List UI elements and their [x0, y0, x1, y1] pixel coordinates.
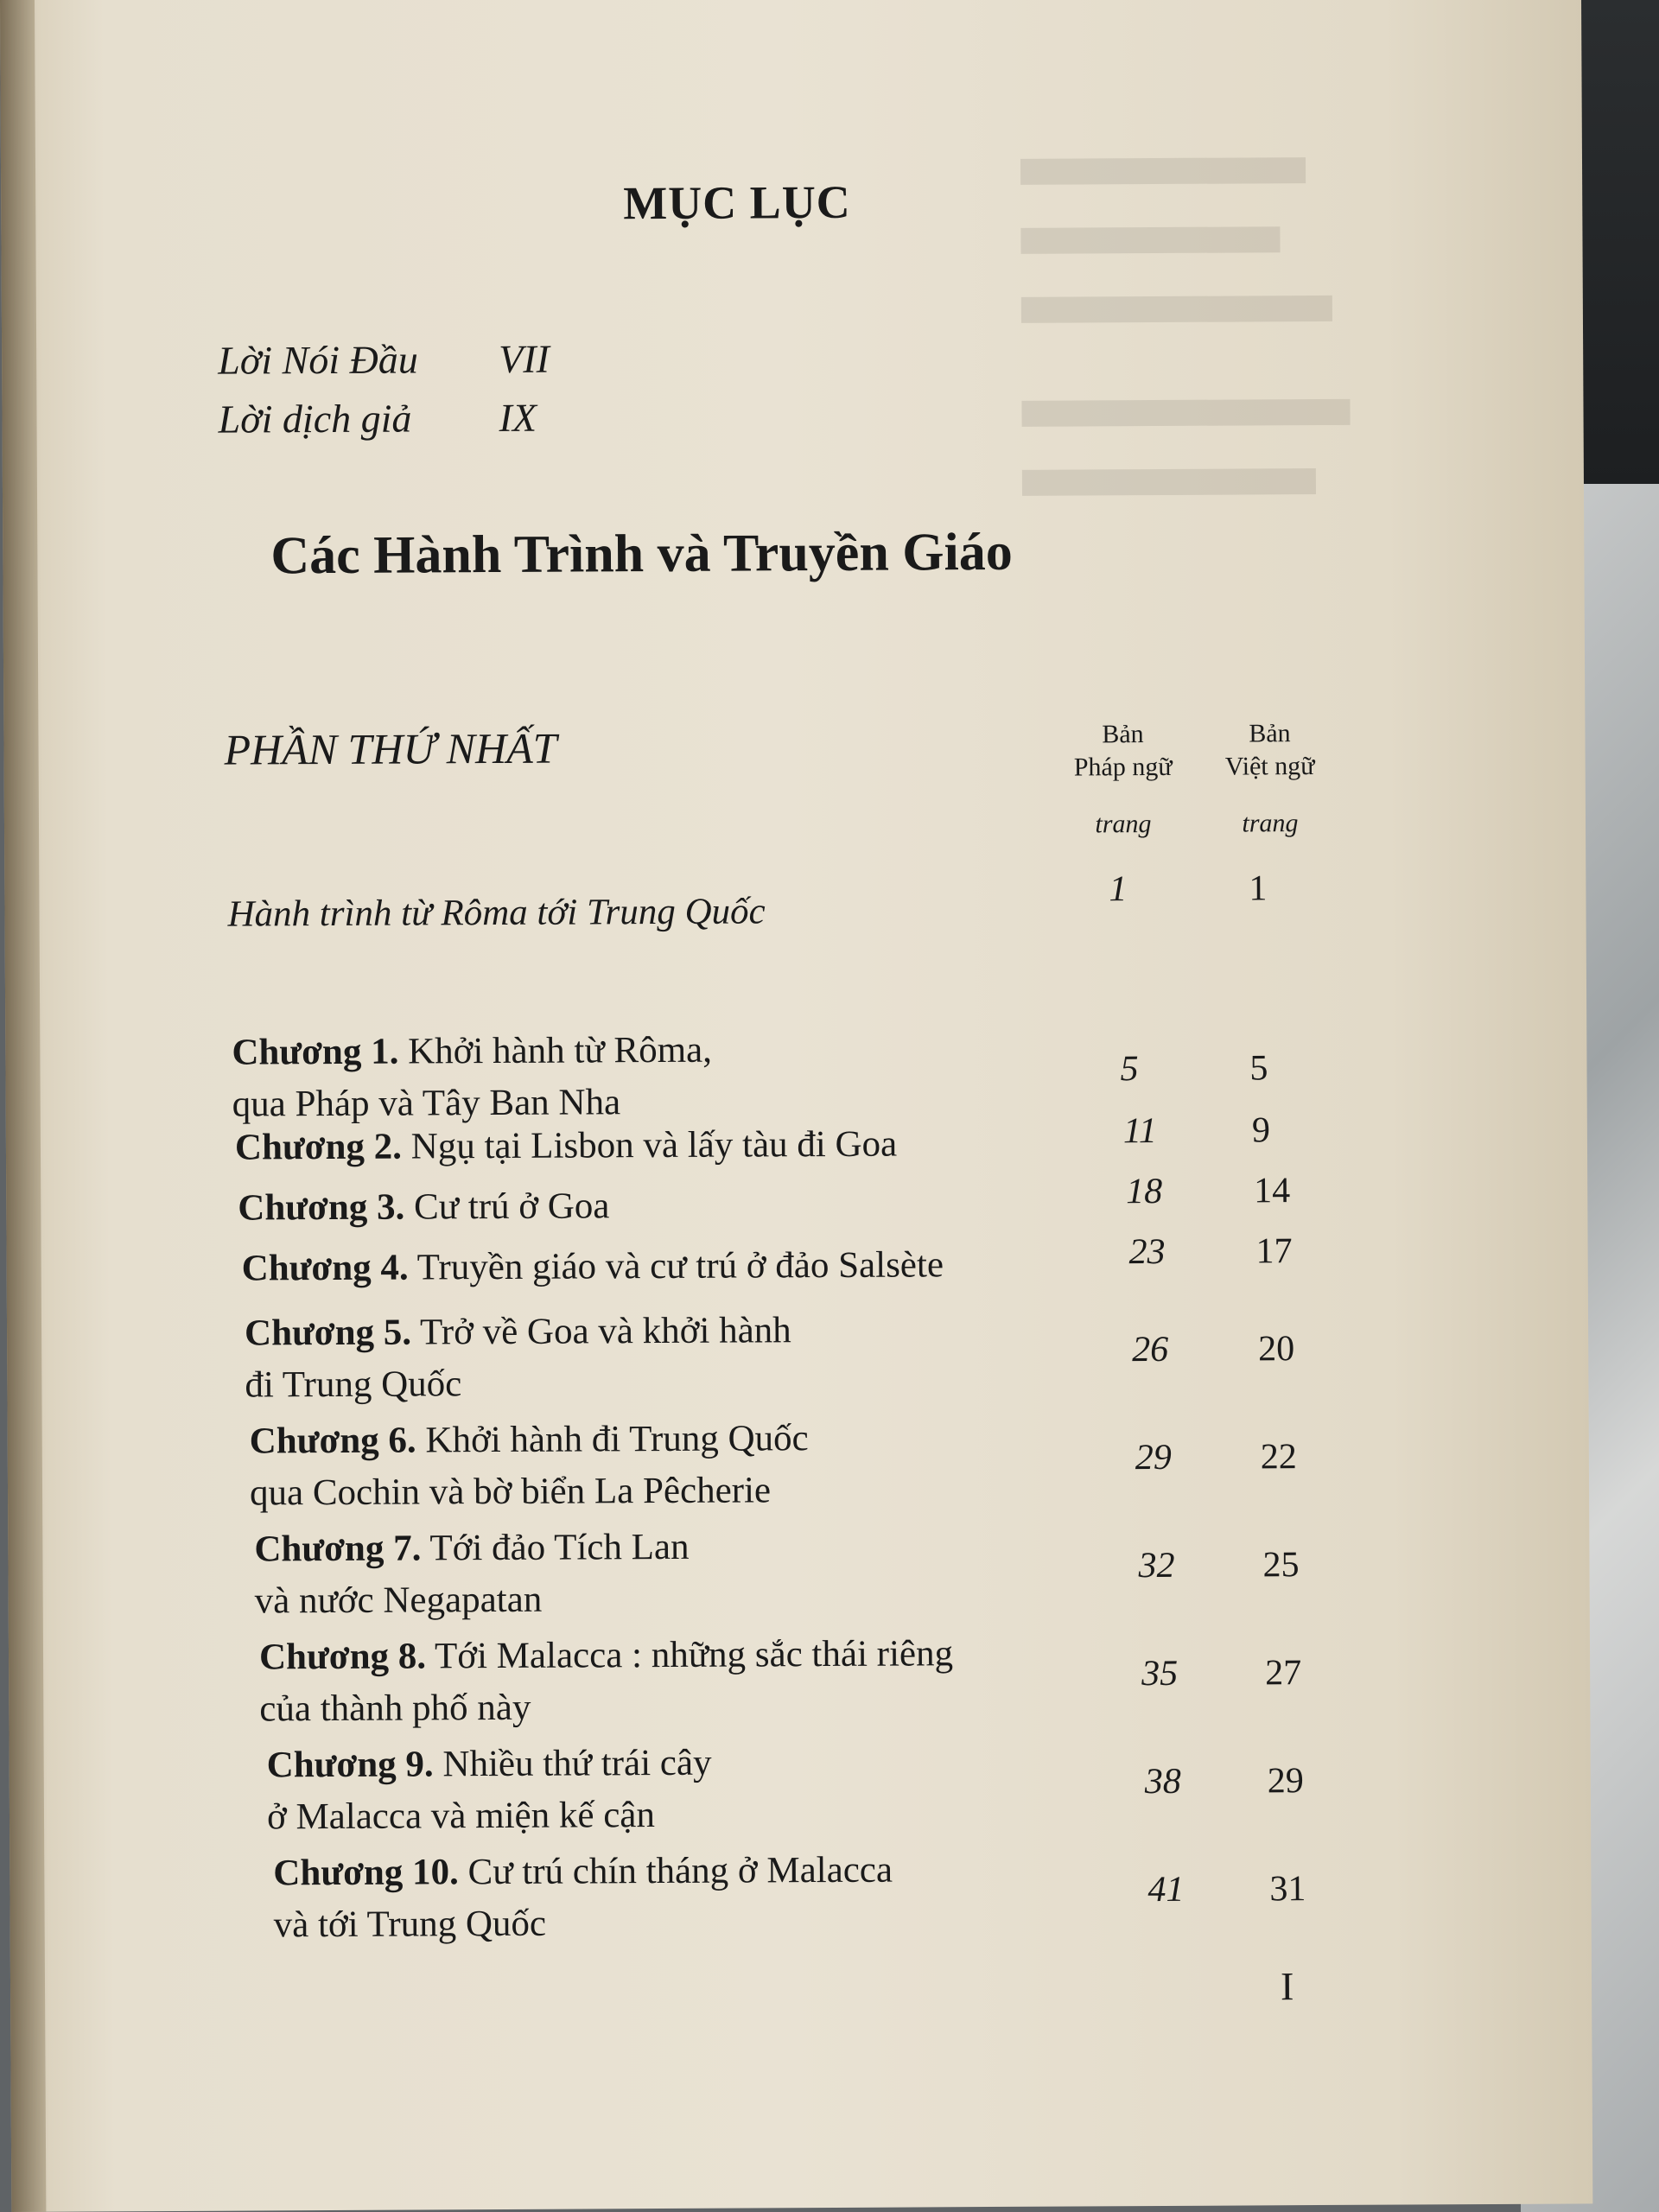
page-number-french: 29: [1135, 1437, 1172, 1478]
chapter-title-line: và tới Trung Quốc: [273, 1903, 547, 1946]
chapter-entry-title: [238, 1180, 609, 1234]
chapter-number: Chương 2.: [234, 1126, 403, 1168]
page-number-french: 5: [1120, 1049, 1139, 1090]
chapter-title-line: ở Malacca và miện kế cận: [266, 1795, 656, 1838]
page-number-french: 18: [1126, 1171, 1163, 1212]
chapter-number: Chương 9.: [266, 1744, 434, 1786]
show-through-line: [1021, 399, 1350, 427]
page-number-vietnamese: 22: [1260, 1437, 1297, 1478]
page-gutter: [0, 0, 46, 2212]
page-number-vietnamese: 1: [1249, 868, 1268, 909]
chapter-title-line: qua Cochin và bờ biển La Pêcherie: [249, 1470, 772, 1514]
chapter-title-line: Cư trú chín tháng ở Malacca: [467, 1849, 893, 1893]
chapter-title-line: Tới Malacca : những sắc thái riêng: [434, 1633, 954, 1677]
column-header-unit: trang: [1242, 809, 1299, 838]
preface-page: VII: [499, 336, 550, 381]
chapter-entry-title: [267, 1738, 712, 1844]
page-number-vietnamese: 17: [1255, 1231, 1293, 1272]
intro-entry-title: Hành trình từ Rôma tới Trung Quốc: [227, 891, 766, 935]
page-number-vietnamese: 9: [1251, 1110, 1270, 1151]
chapter-number: Chương 5.: [244, 1312, 412, 1354]
chapter-title-line: Cư trú ở Goa: [413, 1185, 610, 1228]
chapter-number: Chương 7.: [254, 1528, 422, 1570]
chapter-title-line: của thành phố này: [259, 1687, 531, 1730]
chapter-title-line: Khởi hành từ Rôma,: [408, 1029, 713, 1072]
page-title: MỤC LỤC: [623, 175, 851, 230]
chapter-entry-title: [254, 1522, 690, 1628]
chapter-title-line: và nước Negapatan: [254, 1579, 543, 1622]
page-number-french: 41: [1147, 1869, 1185, 1910]
chapter-title-line: Ngụ tại Lisbon và lấy tàu đi Goa: [410, 1123, 898, 1167]
show-through-line: [1022, 468, 1316, 496]
page-number-vietnamese: 20: [1258, 1329, 1295, 1370]
chapter-entry-title: [232, 1025, 712, 1131]
show-through-line: [1020, 226, 1280, 254]
chapter-title-line: Trở về Goa và khởi hành: [419, 1310, 791, 1353]
chapter-number: Chương 4.: [241, 1247, 409, 1289]
chapter-number: Chương 1.: [232, 1031, 399, 1073]
column-header-french: [1053, 718, 1192, 842]
page-number-vietnamese: 5: [1249, 1048, 1268, 1089]
page-number-french: 38: [1144, 1761, 1181, 1802]
column-header-line: Bản: [1102, 720, 1144, 749]
chapter-entry-title: [245, 1305, 791, 1411]
page-number-french: 23: [1128, 1231, 1166, 1273]
page-number-french: 26: [1132, 1329, 1169, 1370]
chapter-number: Chương 8.: [258, 1636, 427, 1678]
column-header-line: Việt ngữ: [1224, 752, 1315, 781]
page-folio: I: [1280, 1964, 1294, 2009]
column-header-line: Bản: [1249, 719, 1291, 748]
chapter-title-line: Truyền giáo và cư trú ở đảo Salsète: [416, 1244, 944, 1288]
chapter-entry-title: [273, 1845, 893, 1952]
chapter-entry-title: [242, 1239, 944, 1294]
page-number-vietnamese: 14: [1254, 1171, 1291, 1211]
page-number-vietnamese: 29: [1267, 1761, 1304, 1802]
column-header-vietnamese: [1200, 717, 1339, 841]
chapter-entry-title: [259, 1628, 954, 1735]
preface-page: IX: [499, 395, 537, 440]
part-heading: PHẦN THỨ NHẤT: [224, 723, 557, 774]
page-number-french: 35: [1141, 1653, 1179, 1694]
chapter-entry-title: [235, 1119, 898, 1174]
chapter-entry-title: [250, 1413, 810, 1519]
page-number-vietnamese: 31: [1269, 1869, 1306, 1910]
preface-label: Lời dịch giả: [218, 396, 412, 442]
show-through-line: [1021, 296, 1332, 323]
column-header-unit: trang: [1095, 810, 1152, 839]
section-heading: Các Hành Trình và Truyền Giáo: [270, 522, 1013, 586]
chapter-title-line: qua Pháp và Tây Ban Nha: [232, 1082, 621, 1125]
column-header-line: Pháp ngữ: [1073, 752, 1173, 782]
chapter-number: Chương 10.: [273, 1852, 459, 1894]
preface-label: Lời Nói Đầu: [218, 337, 418, 383]
chapter-title-line: đi Trung Quốc: [245, 1363, 462, 1406]
chapter-number: Chương 3.: [238, 1186, 405, 1229]
page-number-french: 32: [1138, 1545, 1175, 1586]
show-through-line: [1020, 157, 1306, 185]
page-number-vietnamese: 25: [1262, 1545, 1300, 1586]
page-number-french: 1: [1109, 869, 1128, 910]
chapter-title-line: Nhiều thứ trái cây: [442, 1742, 712, 1785]
chapter-title-line: Khởi hành đi Trung Quốc: [425, 1418, 809, 1461]
page-number-vietnamese: 27: [1265, 1653, 1302, 1694]
chapter-number: Chương 6.: [249, 1420, 416, 1462]
page-number-french: 11: [1122, 1111, 1157, 1152]
chapter-title-line: Tới đảo Tích Lan: [429, 1526, 690, 1569]
